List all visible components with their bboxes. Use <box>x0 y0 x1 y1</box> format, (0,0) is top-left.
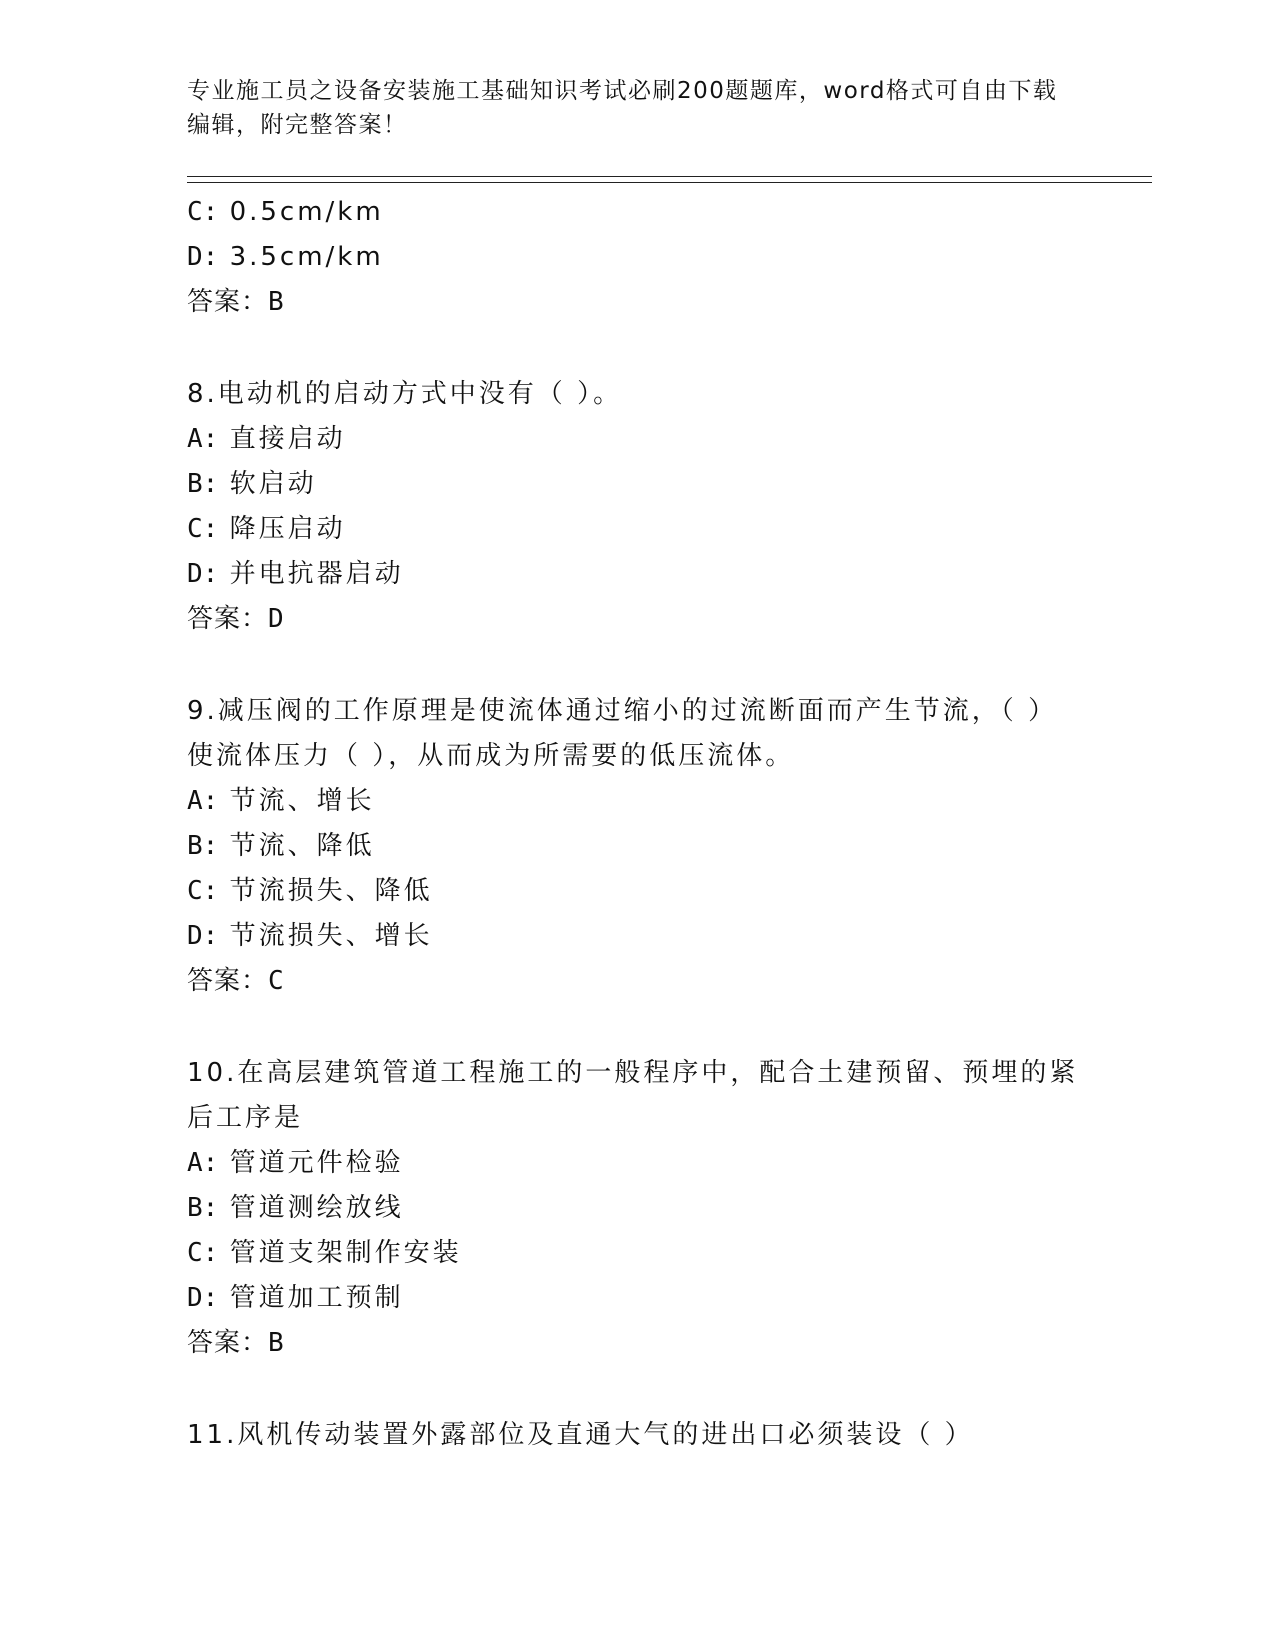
answer-label: 答案： <box>187 287 269 317</box>
answer-value: B <box>268 1328 285 1358</box>
option-letter: B: <box>187 831 219 861</box>
document-header <box>187 74 1107 142</box>
option-letter: A: <box>187 424 219 454</box>
answer-line <box>187 1321 1087 1366</box>
option-c <box>187 507 1087 552</box>
option-letter: B: <box>187 1193 219 1223</box>
option-text: 直接启动 <box>229 424 346 454</box>
option-letter: D: <box>187 921 219 951</box>
option-text: 0.5cm/km <box>229 197 384 227</box>
option-a <box>187 417 1087 462</box>
question-11-stem: 11.风机传动装置外露部位及直通大气的进出口必须装设（ ） <box>187 1420 974 1450</box>
option-letter: A: <box>187 1148 219 1178</box>
question-9-stem-line-1: 9.减压阀的工作原理是使流体通过缩小的过流断面而产生节流，（ ） <box>187 696 1058 726</box>
option-b <box>187 824 1087 869</box>
option-text: 管道元件检验 <box>229 1148 404 1178</box>
option-letter: D: <box>187 1283 219 1313</box>
option-d <box>187 235 1087 280</box>
option-text: 管道加工预制 <box>229 1283 404 1313</box>
option-d <box>187 914 1087 959</box>
question-8-stem: 8.电动机的启动方式中没有（ ）。 <box>187 379 623 409</box>
option-a <box>187 1141 1087 1186</box>
header-line-2: 编辑，附完整答案！ <box>187 112 408 138</box>
answer-value: D <box>268 604 285 634</box>
question-list <box>187 190 1087 1458</box>
header-divider-bottom <box>187 182 1152 183</box>
option-letter: D: <box>187 242 219 272</box>
option-letter: C: <box>187 197 219 227</box>
option-text: 管道测绘放线 <box>229 1193 404 1223</box>
question-10-stem-line-2: 后工序是 <box>187 1103 304 1133</box>
option-letter: C: <box>187 876 219 906</box>
option-text: 节流、降低 <box>229 831 375 861</box>
answer-line <box>187 597 1087 642</box>
answer-label: 答案： <box>187 1328 269 1358</box>
option-text: 节流损失、增长 <box>229 921 433 951</box>
answer-label: 答案： <box>187 604 269 634</box>
option-text: 并电抗器启动 <box>229 559 404 589</box>
option-text: 管道支架制作安装 <box>229 1238 462 1268</box>
option-c <box>187 1231 1087 1276</box>
option-d <box>187 552 1087 597</box>
option-c <box>187 869 1087 914</box>
option-a <box>187 779 1087 824</box>
answer-line <box>187 280 1087 325</box>
header-line-1: 专业施工员之设备安装施工基础知识考试必刷200题题库，word格式可自由下载 <box>187 78 1058 104</box>
question-10-stem-line-1: 10.在高层建筑管道工程施工的一般程序中，配合土建预留、预埋的紧 <box>187 1058 1079 1088</box>
option-text: 软启动 <box>229 469 317 499</box>
option-c <box>187 190 1087 235</box>
option-letter: B: <box>187 469 219 499</box>
header-divider-top <box>187 176 1152 177</box>
option-text: 降压启动 <box>229 514 346 544</box>
option-b <box>187 462 1087 507</box>
option-letter: C: <box>187 514 219 544</box>
question-9-stem-line-2: 使流体压力（ ），从而成为所需要的低压流体。 <box>187 741 795 771</box>
option-text: 3.5cm/km <box>229 242 384 272</box>
answer-value: B <box>268 287 285 317</box>
option-letter: D: <box>187 559 219 589</box>
answer-line <box>187 959 1087 1004</box>
option-d <box>187 1276 1087 1321</box>
option-b <box>187 1186 1087 1231</box>
option-text: 节流、增长 <box>229 786 375 816</box>
option-text: 节流损失、降低 <box>229 876 433 906</box>
answer-value: C <box>268 966 285 996</box>
option-letter: A: <box>187 786 219 816</box>
option-letter: C: <box>187 1238 219 1268</box>
answer-label: 答案： <box>187 966 269 996</box>
